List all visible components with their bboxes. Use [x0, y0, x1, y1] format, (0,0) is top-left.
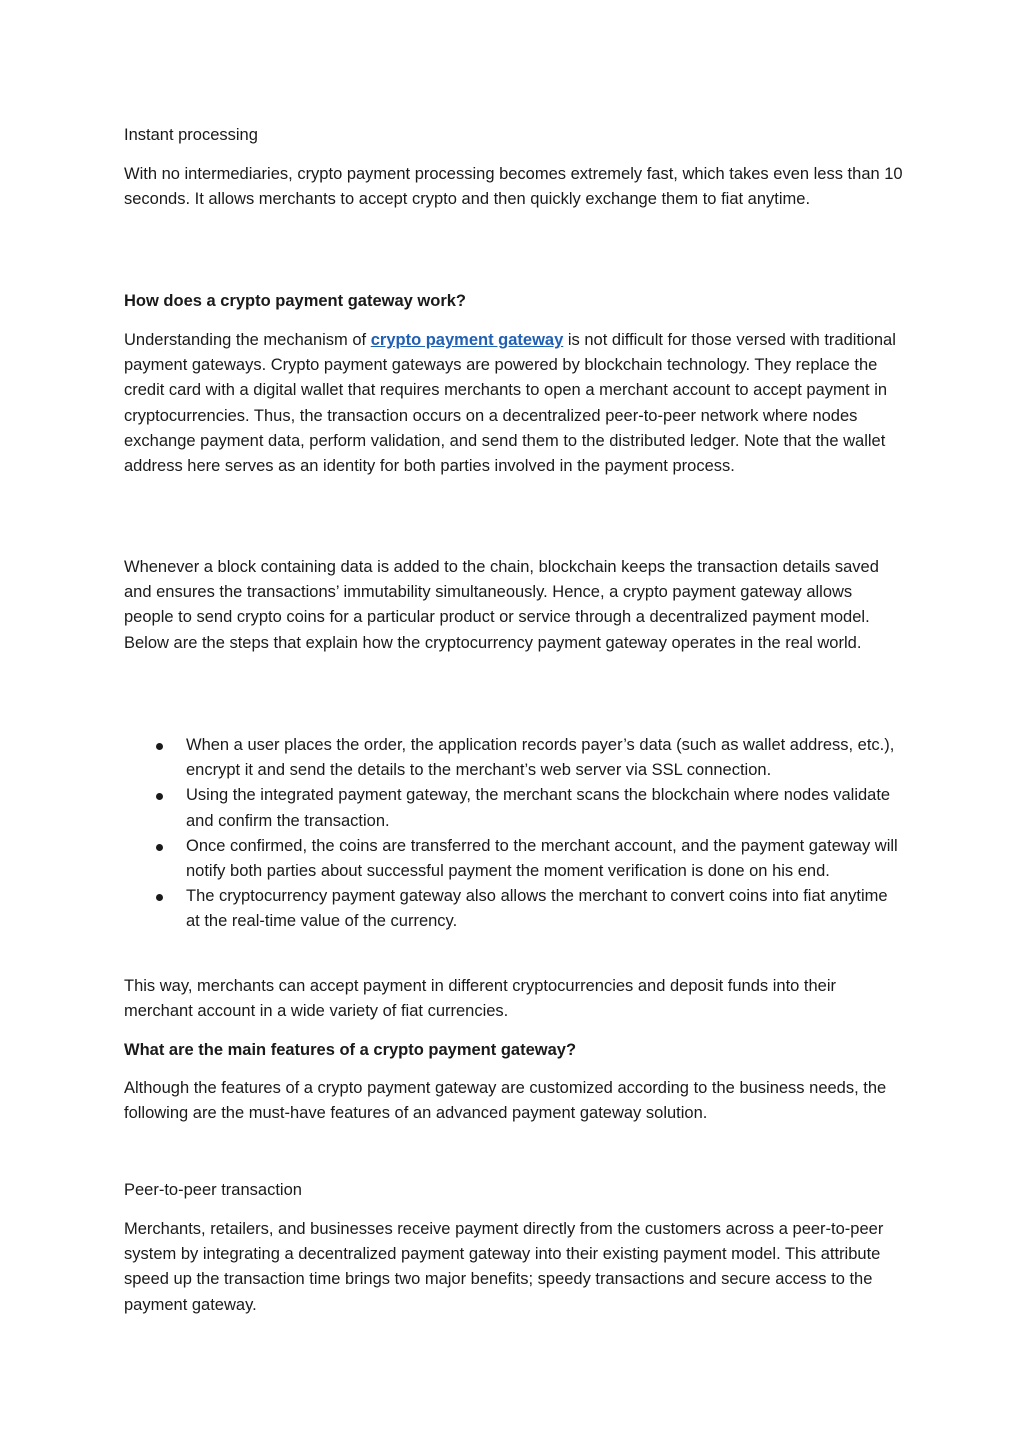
paragraph-mechanism-body: is not difficult for those versed with traditional payment gateways. Crypto payment gateways are powered by blockchain technology. They replace the credit card with a digital wallet that requires merchants to open a merchant account to accept payment in cryptocurrencies. Thus, the transaction occurs on a decentralized peer-to-peer network where nodes exchange payment data, perform validation, and send them to the distributed ledger. Note that the wallet address here serves as an identity for both parties involved in the payment process.: [124, 331, 896, 476]
paragraph-mechanism: [124, 328, 904, 479]
paragraph-conclusion: This way, merchants can accept payment in different cryptocurrencies and deposit funds into their merchant account in a wide variety of fiat currencies.: [124, 977, 837, 1021]
list-item-text: Once confirmed, the coins are transferred to the merchant account, and the payment gateway will notify both parties about successful payment the moment verification is done on his end.: [186, 836, 898, 881]
subheading-instant-processing: Instant processing: [124, 126, 258, 144]
bullet-icon: [156, 743, 163, 750]
paragraph-mechanism-intro: Understanding the mechanism of: [124, 331, 371, 349]
list-item-text: When a user places the order, the application records payer’s data (such as wallet address, etc.), encrypt it and send the details to the merchant’s web server via SSL connection.: [186, 736, 895, 780]
paragraph-blockchain: Whenever a block containing data is added to the chain, blockchain keeps the transaction details saved and ensures the transactions’ immutability simultaneously. Hence, a crypto payment gateway allows people to send crypto coins for a particular product or service through a decentralized payment model. Below are the steps that explain how the cryptocurrency payment gateway operates in the real world.: [124, 558, 879, 652]
list-item: [124, 733, 904, 783]
list-item-text: Using the integrated payment gateway, the merchant scans the blockchain where nodes validate and confirm the transaction.: [186, 786, 891, 830]
list-item-text: The cryptocurrency payment gateway also allows the merchant to convert coins into fiat anytime at the real-time value of the currency.: [186, 887, 888, 931]
paragraph-instant-processing: With no intermediaries, crypto payment processing becomes extremely fast, which takes even less than 10 seconds. It allows merchants to accept crypto and then quickly exchange them to fiat anytime.: [124, 165, 903, 209]
steps-list: [124, 733, 904, 935]
paragraph-features-intro: Although the features of a crypto payment gateway are customized according to the business needs, the following are the must-have features of an advanced payment gateway solution.: [124, 1079, 887, 1123]
list-item: [124, 834, 904, 884]
bullet-icon: [156, 894, 163, 901]
bullet-icon: [156, 793, 163, 800]
bullet-icon: [156, 844, 163, 851]
subheading-peer-to-peer: Peer-to-peer transaction: [124, 1181, 302, 1199]
heading-how-it-works: How does a crypto payment gateway work?: [124, 292, 467, 310]
list-item: [124, 783, 904, 833]
crypto-payment-gateway-link[interactable]: crypto payment gateway: [370, 331, 564, 349]
list-item: [124, 884, 904, 934]
paragraph-peer-to-peer: Merchants, retailers, and businesses receive payment directly from the customers across a peer-to-peer system by integrating a decentralized payment gateway into their existing payment model. This attribute speed up the transaction time brings two major benefits; speedy transactions and secure access to the payment gateway.: [124, 1220, 884, 1314]
heading-main-features: What are the main features of a crypto payment gateway?: [124, 1041, 577, 1059]
